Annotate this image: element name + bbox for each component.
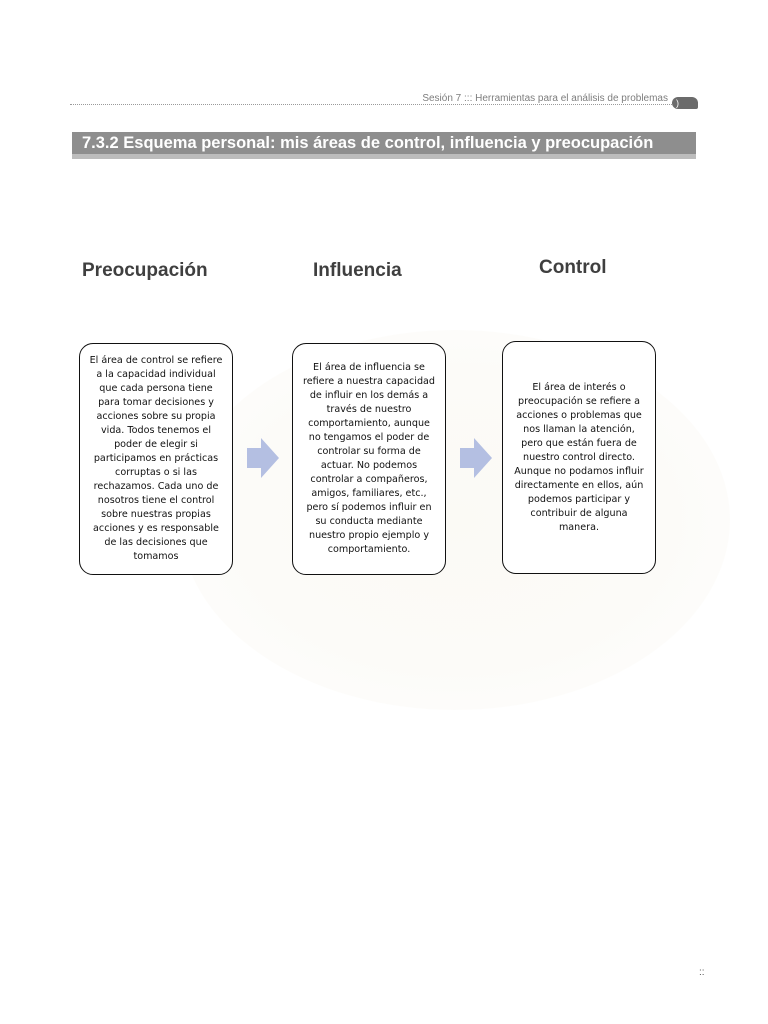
box-control: [502, 341, 656, 574]
arrow-right-icon: [247, 438, 279, 478]
session-header: Sesión 7 ::: Herramientas para el análisis de problemas: [422, 93, 668, 104]
box-preocupacion: [79, 343, 233, 575]
section-title: 7.3.2 Esquema personal: mis áreas de control, influencia y preocupación: [82, 134, 654, 152]
box-influencia-text: El área de influencia se refiere a nuestra capacidad de influir en los demás a través de nuestro comportamiento, aunque no tengamos el poder de controlar su forma de actuar. No podemos controlar a compañeros, amigos, familiares, etc., pero sí podemos influir en su conducta mediante nuestro propio ejemplo y comportamiento.: [302, 362, 435, 555]
page-tab-mark: ): [676, 98, 679, 108]
arrow-right-icon: [460, 438, 492, 478]
heading-control: Control: [539, 257, 607, 278]
box-control-text: El área de interés o preocupación se refiere a acciones o problemas que nos llaman la atención, pero que están fuera de nuestro control directo. Aunque no podamos influir directamente en ellos, aún podemos participar y contribuir de alguna manera.: [514, 381, 644, 533]
box-preocupacion-text: El área de control se refiere a la capacidad individual que cada persona tiene para tomar decisiones y acciones sobre su propia vida. Todos tenemos el poder de elegir si participamos en prácticas corruptas o si las rechazamos. Cada uno de nosotros tiene el control sobre nuestras propias acciones y es responsable de las decisiones que tomamos: [89, 355, 223, 562]
box-influencia: [292, 343, 446, 575]
section-title-underline: [72, 154, 696, 159]
heading-preocupacion: Preocupación: [82, 260, 208, 281]
heading-influencia: Influencia: [313, 260, 402, 281]
header-dotted-rule: [70, 104, 674, 105]
footer-mark: ::: [699, 967, 705, 978]
